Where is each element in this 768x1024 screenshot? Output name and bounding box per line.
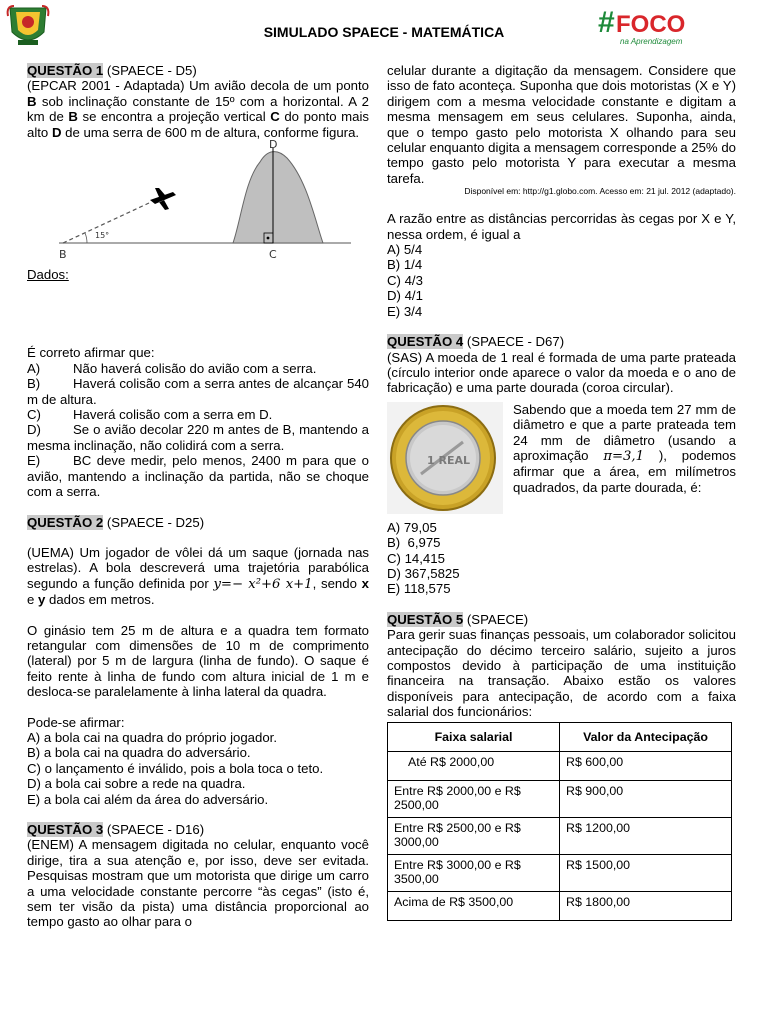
svg-text:#: #: [598, 6, 615, 39]
q3-prompt: A razão entre as distâncias percorridas às cegas por X e Y, nessa ordem, é igual a: [387, 211, 736, 242]
svg-text:na Aprendizagem: na Aprendizagem: [620, 37, 683, 46]
q3-option-a: A) 5/4: [387, 242, 423, 258]
table-row: [388, 780, 732, 817]
table-row: [388, 854, 732, 891]
table-cell: Entre R$ 2000,00 e R$ 2500,00: [388, 780, 560, 817]
q2-option-c: C) o lançamento é inválido, pois a bola toca o teto.: [27, 760, 324, 776]
table-row: [388, 891, 732, 920]
antecipation-table: [387, 722, 732, 921]
page-title: SIMULADO SPAECE - MATEMÁTICA: [263, 24, 505, 40]
point-b-label: B: [59, 248, 67, 262]
q4-option-c: C) 14,415: [387, 550, 445, 566]
q1-option-a: A) Não haverá colisão do avião com a serra.: [27, 360, 317, 376]
q4-side-text: Sabendo que a moeda tem 27 mm de diâmetro e que a parte prateada tem 24 mm de diâmetro (usando a aproximação π=3,1 ), podemos afirmar que a área, em milímetros quadrados, da parte dourada, é:: [513, 401, 736, 495]
q1-prompt: É correto afirmar que:: [27, 345, 155, 361]
column-left: [27, 63, 369, 930]
q4-heading: QUESTÃO 4 (SPAECE - D67): [387, 334, 565, 350]
q3-option-e: E) 3/4: [387, 303, 423, 319]
q4-option-a: A) 79,05: [387, 519, 437, 535]
table-cell: Entre R$ 2500,00 e R$ 3000,00: [388, 817, 560, 854]
angle-label: 15°: [95, 231, 110, 241]
q2-statement: (UEMA) Um jogador de vôlei dá um saque (jornada nas estrelas). A bola descreverá uma trajetória parabólica segundo a função definida por y=− x²+6 x+1, sendo x e y dados em metros.: [27, 544, 369, 608]
table-header-cell: Faixa salarial: [388, 722, 560, 751]
q1-option-b: B) Haverá colisão com a serra antes de alcançar 540 m de altura.: [27, 376, 369, 407]
foco-aprendizagem-logo: [596, 2, 686, 48]
table-cell: R$ 1200,00: [560, 817, 732, 854]
table-cell: Até R$ 2000,00: [388, 751, 560, 780]
table-row: [388, 751, 732, 780]
q3-statement-part2: celular durante a digitação da mensagem. Considere que isso de fato aconteça. Suponha que dois motoristas (X e Y) dirigem com a mesma velocidade constante e digitam a mesma mensagem em seus celulares. Suponha, ainda, que o tempo gasto pelo motorista X olhando para seu celular enquanto digita a mensagem corresponde a 25% do tempo gasto pelo motorista Y para executar a mesma tarefa.: [387, 63, 736, 186]
coin-value-label: 1 REAL: [427, 453, 470, 467]
q4-option-b: B) 6,975: [387, 535, 441, 551]
table-row: [388, 817, 732, 854]
q1-statement: (EPCAR 2001 - Adaptada) Um avião decola de um ponto B sob inclinação constante de 15º com a horizontal. A 2 km de B se encontra a projeção vertical C do ponto mais alto D de uma serra de 600 m de altura, conforme figura.: [27, 78, 369, 140]
column-right: [387, 63, 736, 921]
q1-option-c: C) Haverá colisão com a serra em D.: [27, 407, 273, 423]
point-c-label: C: [269, 248, 277, 262]
table-header-row: [388, 722, 732, 751]
one-real-coin-image: [387, 402, 513, 520]
q4-intro: (SAS) A moeda de 1 real é formada de uma parte prateada (círculo interior onde aparece o valor da moeda e o ano de fabricação) e uma parte dourada (coroa circular).: [387, 349, 736, 396]
q1-option-e: E) BC deve medir, pelo menos, 2400 m para que o avião, mantendo a inclinação da partida, não se choque com a serra.: [27, 453, 369, 500]
table-cell: Entre R$ 3000,00 e R$ 3500,00: [388, 854, 560, 891]
q2-option-d: D) a bola cai sobre a rede na quadra.: [27, 776, 246, 792]
table-cell: R$ 1800,00: [560, 891, 732, 920]
q2-prompt: Pode-se afirmar:: [27, 714, 125, 730]
q3-option-b: B) 1/4: [387, 257, 423, 273]
q2-heading: QUESTÃO 2 (SPAECE - D25): [27, 514, 205, 530]
q2-option-b: B) a bola cai na quadra do adversário.: [27, 745, 251, 761]
q3-source: Disponível em: http://g1.globo.com. Acesso em: 21 jul. 2012 (adaptado).: [464, 186, 736, 197]
point-d-label: D: [269, 140, 278, 152]
q4-option-d: D) 367,5825: [387, 565, 460, 581]
svg-text:FOCO: FOCO: [616, 11, 686, 38]
q2-option-a: A) a bola cai na quadra do próprio jogador.: [27, 729, 278, 745]
q3-heading: QUESTÃO 3 (SPAECE - D16): [27, 822, 205, 837]
table-header-cell: Valor da Antecipação: [560, 722, 732, 751]
q1-dados: Dados:: [27, 267, 69, 283]
q1-heading: QUESTÃO 1 (SPAECE - D5): [27, 63, 197, 78]
q3-option-d: D) 4/1: [387, 288, 423, 304]
table-cell: R$ 600,00: [560, 751, 732, 780]
table-cell: R$ 1500,00: [560, 854, 732, 891]
q3-statement-part1: (ENEM) A mensagem digitada no celular, enquanto você dirige, tira a sua atenção e, por isso, deve ser evitada. Pesquisas mostram que um motorista que dirige um carro a uma velocidade constante percorre “às cegas” (isto é, sem ter visão da pista) uma distância proporcional ao tempo gasto ao olhar para o: [27, 837, 369, 930]
q3-option-c: C) 4/3: [387, 272, 423, 288]
table-cell: R$ 900,00: [560, 780, 732, 817]
q4-option-e: E) 118,575: [387, 581, 451, 597]
q1-option-d: D) Se o avião decolar 220 m antes de B, mantendo a mesma inclinação, não colidirá com a serra.: [27, 422, 369, 453]
q2-option-e: E) a bola cai além da área do adversário.: [27, 791, 269, 807]
q5-heading: QUESTÃO 5 (SPAECE): [387, 611, 529, 627]
table-cell: Acima de R$ 3500,00: [388, 891, 560, 920]
q2-paragraph: O ginásio tem 25 m de altura e a quadra tem formato retangular com dimensões de 10 m de comprimento (lateral) por 5 m de largura (linha de fundo). O saque é feito rente à linha de fundo com altura inicial de 1 m e desloca-se paralelamente à linha lateral da quadra.: [27, 622, 369, 700]
q5-statement: Para gerir suas finanças pessoais, um colaborador solicitou antecipação do décimo terceiro salário, sujeito a juros compostos devido à participação de uma instituição financeira na transação. Abaixo estão os valores disponíveis para antecipação, de acordo com a faixa salarial dos funcionários:: [387, 627, 736, 720]
airplane-mountain-figure: [27, 140, 369, 268]
